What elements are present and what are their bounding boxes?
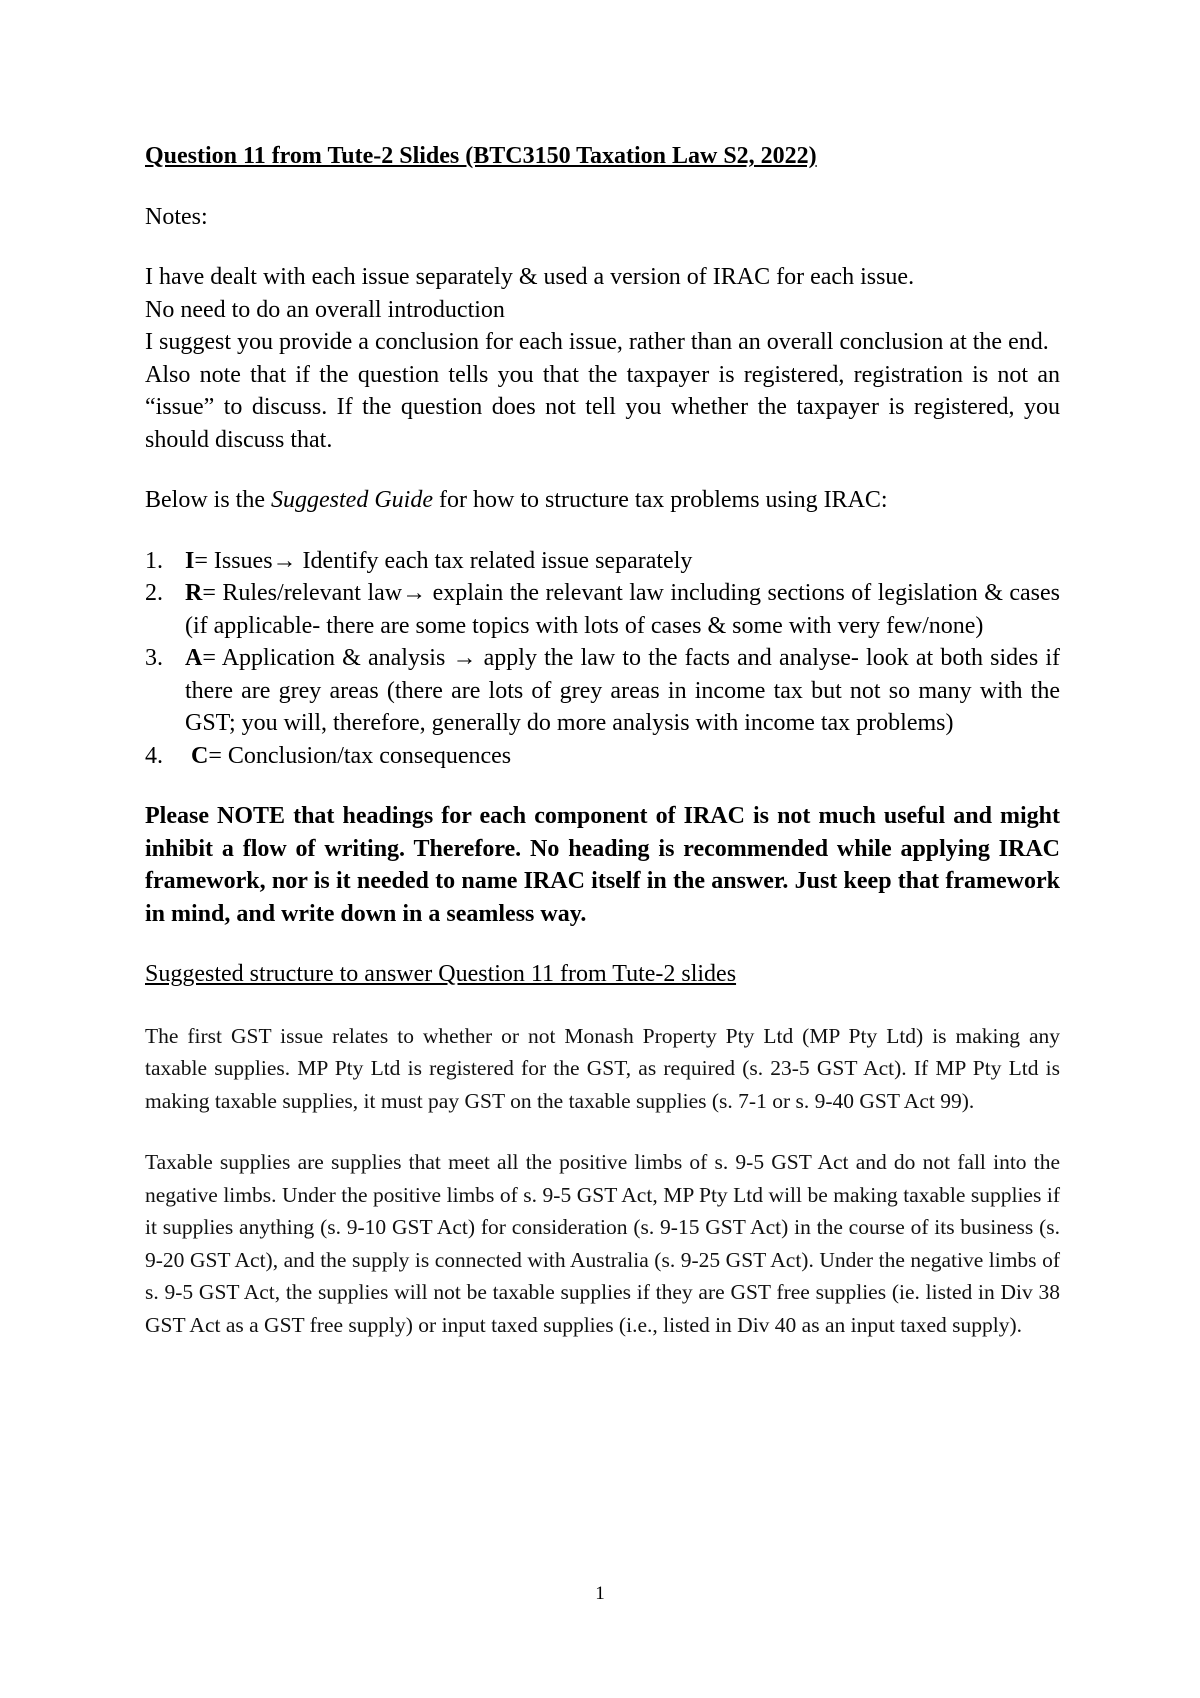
notes-label: Notes: [145,203,208,230]
irac-list [145,545,1060,773]
guide-intro: Below is the Suggested Guide for how to structure tax problems using IRAC: [145,487,888,513]
document-title: Question 11 from Tute-2 Slides (BTC3150 Taxation Law S2, 2022) [145,143,817,169]
paragraph-1: The first GST issue relates to whether or not Monash Property Pty Ltd (MP Pty Ltd) is making any taxable supplies. MP Pty Ltd is registered for the GST, as required (s. 23-5 GST Act). If MP Pty Ltd is making taxable supplies, it must pay GST on the taxable supplies (s. 7-1 or s. 9-40 GST Act 99). [145,1023,1060,1113]
list-item: 3. A= Application & analysis → apply the law to the facts and analyse- look at both sides if there are grey areas (there are lots of grey areas in income tax but not so many with the GST; you will, therefore, generally do more analysis with income tax problems) [145,645,1060,736]
list-item: 1. I= Issues→ Identify each tax related issue separately [145,547,693,574]
notes-line-1: I have dealt with each issue separately & used a version of IRAC for each issue. [145,264,915,290]
notes-line-4: Also note that if the question tells you that the taxpayer is registered, registration is not an “issue” to discuss. If the question does not tell you whether the taxpayer is registered, you should discuss that. [145,361,1060,453]
notes-line-2: No need to do an overall introduction [145,296,505,323]
document-page [145,140,1060,1341]
structure-title: Suggested structure to answer Question 11 from Tute-2 slides [145,961,737,987]
paragraph-2: Taxable supplies are supplies that meet all the positive limbs of s. 9-5 GST Act and do not fall into the negative limbs. Under the positive limbs of s. 9-5 GST Act, MP Pty Ltd will be making taxable supplies if it supplies anything (s. 9-10 GST Act) for consideration (s. 9-15 GST Act) in the course of its business (s. 9-20 GST Act), and the supply is connected with Australia (s. 9-25 GST Act). Under the negative limbs of s. 9-5 GST Act, the supplies will not be taxable supplies if they are GST free supplies (ie. listed in Div 38 GST Act as a GST free supply) or input taxed supplies (i.e., listed in Div 40 as an input taxed supply). [145,1150,1060,1337]
guide-emphasis: Suggested Guide [271,487,433,513]
list-item: 4. C= Conclusion/tax consequences [145,742,512,769]
list-item: 2. R= Rules/relevant law→ explain the relevant law including sections of legislation & cases (if applicable- there are some topics with lots of cases & some with very few/none) [145,580,1060,639]
page-number: 1 [595,1583,605,1604]
note-paragraph: Please NOTE that headings for each component of IRAC is not much useful and might inhibit a flow of writing. Therefore. No heading is recommended while applying IRAC framework, nor is it needed to name IRAC itself in the answer. Just keep that framework in mind, and write down in a seamless way. [145,803,1060,927]
notes-line-3: I suggest you provide a conclusion for each issue, rather than an overall conclusion at the end. [145,329,1049,355]
